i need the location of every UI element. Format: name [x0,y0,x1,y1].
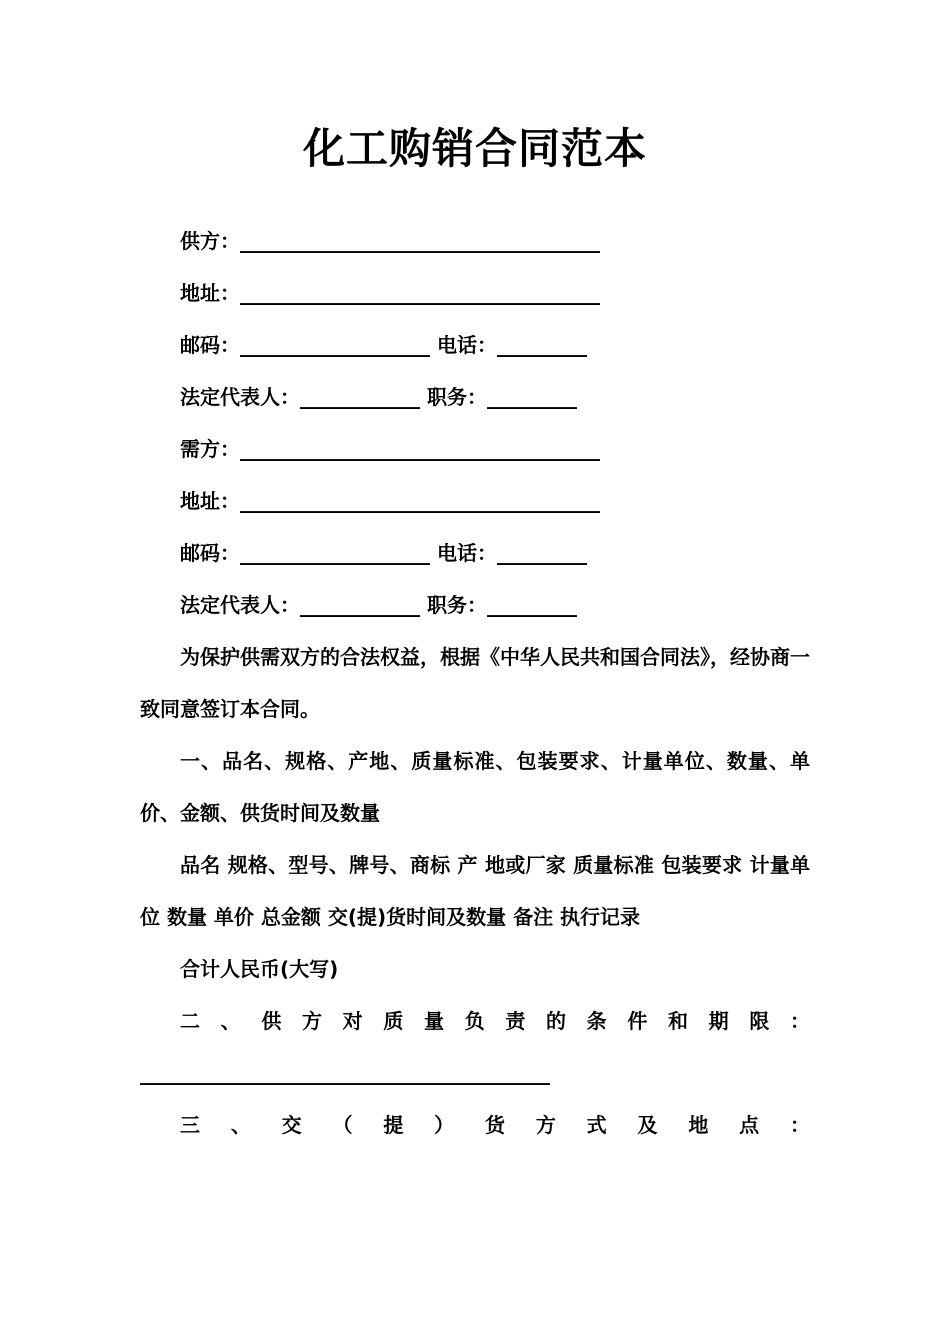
document-title: 化工购销合同范本 [302,124,647,173]
field-line-supplier: 供方：____________________________________ [180,229,600,253]
field-line-supplier-address: 地址：____________________________________ [180,281,600,305]
section-2-blank-line: _________________________________________ [140,1061,550,1085]
field-line-buyer-address: 地址：____________________________________ [180,489,600,513]
section-3-heading: 三、交（提）货方式及地点： [180,1113,810,1137]
table-columns-line: 品名 规格、型号、牌号、商标 产 地或厂家 质量标准 包装要求 计量单位 数量 单价 总金额 交(提)货时间及数量 备注 执行记录 [140,853,810,929]
intro-paragraph: 为保护供需双方的合法权益，根据《中华人民共和国合同法》，经协商一致同意签订本合同。 [140,645,810,721]
field-line-supplier-representative: 法定代表人：____________ 职务：_________ [180,385,577,409]
section-2-heading: 二、供方对质量负责的条件和期限： [180,1009,810,1033]
field-line-buyer-postcode-phone: 邮码：___________________ 电话：_________ [180,541,587,565]
field-line-buyer-representative: 法定代表人：____________ 职务：_________ [180,593,577,617]
section-1-heading: 一、品名、规格、产地、质量标准、包装要求、计量单位、数量、单价、金额、供货时间及数量 [140,749,810,825]
total-in-words-line: 合计人民币(大写) [180,957,339,981]
field-line-supplier-postcode-phone: 邮码：___________________ 电话：_________ [180,333,587,357]
document-body [140,215,810,1151]
field-line-buyer: 需方：____________________________________ [180,437,600,461]
